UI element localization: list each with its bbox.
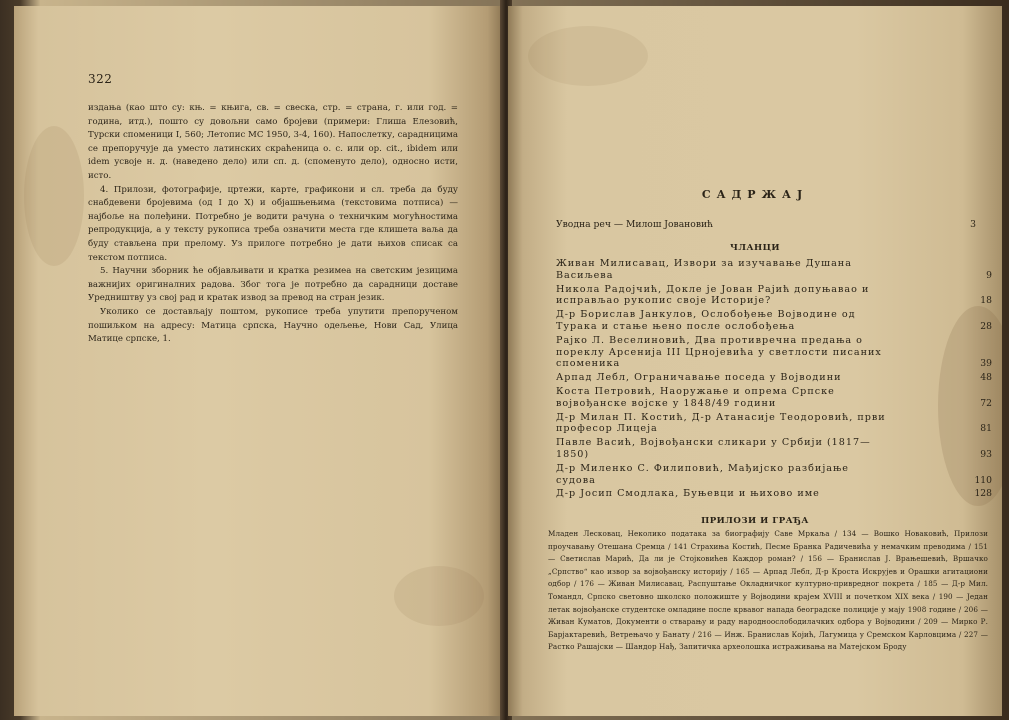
toc-entry-title: Рајко Л. Веселиновић, Два противречна предања о пореклу Арсенија III Црнојевића у светлости писаних споменика [556,334,882,370]
toc-entry [556,334,992,370]
toc-entry-page: 28 [980,320,992,332]
toc-entry-page: 81 [980,423,992,435]
toc-title: САДРЖАЈ [701,188,809,201]
paragraph: 5. Научни зборник ће објављивати и кратка резимеа на светским језицима важнијих оригиналних радова. Због тога је потребно да сарадници доставе Уредништву уз свој рад и кратак извод за превод на стран језик. [88,266,458,304]
toc-entry-page: 18 [980,295,992,307]
toc-entry [556,411,992,436]
toc-entry-title: Д-р Борислав Јанкулов, Ослобођење Војводине од Турака и стање њено после ослобођења [556,309,856,332]
toc-entry-title: Никола Радојчић, Докле је Јован Рајић допуњавао и исправљао рукопис своје Историје? [556,283,870,307]
toc-entry [556,372,992,384]
toc-entry-page: 72 [980,397,992,409]
toc-entry-page: 128 [974,488,992,500]
toc-entry-title: Арпад Лебл, Ограничавање поседа у Војводини [556,372,842,384]
toc-entry [556,385,992,410]
toc-entry-title: Павле Васић, Војвођански сликари у Србији (1817—1850) [556,437,871,460]
toc-entry-title: Коста Петровић, Наоружање и опрема Српске војвођанске војске у 1848/49 години [556,385,835,409]
left-page-body [88,102,458,347]
toc-entry [556,437,992,461]
paragraph: 4. Прилози, фотографије, цртежи, карте, графикони и сл. треба да буду снабдевени бројевима (од I до X) и објашњењима (текстовима потписа) — најбоље на полеђини. Потребно је водити рачуна о техничким могућностима репродукција, а у тексту рукописа треба означити места где клишета ваља да буду стављена при прелому. Уз прилоге потребно је дати њихов списак са текстом потписа. [88,184,458,263]
toc-entry-page: 93 [980,448,992,460]
toc-entry [556,488,992,500]
toc-list [556,258,992,502]
right-page [508,6,1002,716]
toc-entry-page: 48 [980,372,992,384]
toc-entry-title: Д-р Јосип Смодлака, Буњевци и њихово име [556,488,820,500]
toc-entry [556,309,992,333]
toc-entry-title: Живан Милисавац, Извори за изучавање Душана Васиљева [556,258,852,281]
toc-entry-page: 39 [980,358,992,370]
toc-entry-page: 110 [974,474,992,486]
page-number: 322 [88,72,113,86]
toc-entry-page: 9 [986,269,992,281]
toc-entry-title: Д-р Милан П. Костић, Д-р Атанасије Теодоровић, први професор Лицеја [556,411,886,435]
paragraph: Уколико се достављају поштом, рукописе треба упутити препорученом пошиљком на адресу: Матица српска, Научно одељење, Нови Сад, Улица Матице српске, 1. [88,306,458,345]
toc-intro-title: Уводна реч — Милош Јовановић [556,219,714,230]
toc-intro-page: 3 [970,219,976,230]
articles-heading: ЧЛАНЦИ [730,243,780,253]
toc-entry [556,258,992,282]
paragraph: издања (као што су: књ. = књига, св. = свеска, стр. = страна, г. или год. = година, итд.), пошто су довољни само бројеви (примери: Глиша Елезовић, Турски споменици I, 560; Летопис МС 1950, 3-4, 160). Напослетку, сарадницима се препоручује да уместо латинских скраћеница о. с. или ор. cit., ibidem или idem усвоје н. д. (наведено дело) или сп. д. (споменуто дело), односно исти, исто. [88,103,458,181]
misc-heading: ПРИЛОЗИ И ГРАЂА [701,516,809,526]
toc-entry-title: Д-р Миленко С. Филиповић, Мађијско разбијање судова [556,462,849,486]
misc-text: Младен Лесковац, Неколико података за биографију Саве Мркаља / 134 — Вошко Новаковић, Прилози проучавању Отешана Сремца / 141 Страхиња Костић, Песме Бранка Радичевића у немачким преводима / 151 — Светислав Марић, Да ли је Стојковићев Каждор роман? / 156 — Бранислав Ј. Врањешевић, Вршачко „Српство“ као извор за војвођанску историју / 165 — Арпад Лебл, Д-р Кроста Искрујев и Орашки агитациони одбор / 176 — Живан Милисавац, Распуштање Окладничког културно-привредног покрета / 185 — Д-р Мил. Томандл, Српско световно школско положиште у Војводини крајем XVIII и почетком XIX века / 190 — Један летак војвођанске студентске омладине после крвавог напада београдске полиције у мају 1908 године / 206 — Живан Куматов, Документи о стварању и раду народноослободилачких одбора у Војводини / 209 — Мирко Р. Барјактаревић, Ветрењачо у Банату / 216 — Инж. Бранислав Којић, Лагумица у Сремском Карловцима / 227 — Растко Рашајски — Шандор Нађ, Запитичка археолошка истраживања на Матејском Броду [548,529,988,652]
left-page [14,6,502,716]
toc-entry [556,462,992,487]
toc-intro [556,219,976,230]
toc-entry [556,283,992,308]
